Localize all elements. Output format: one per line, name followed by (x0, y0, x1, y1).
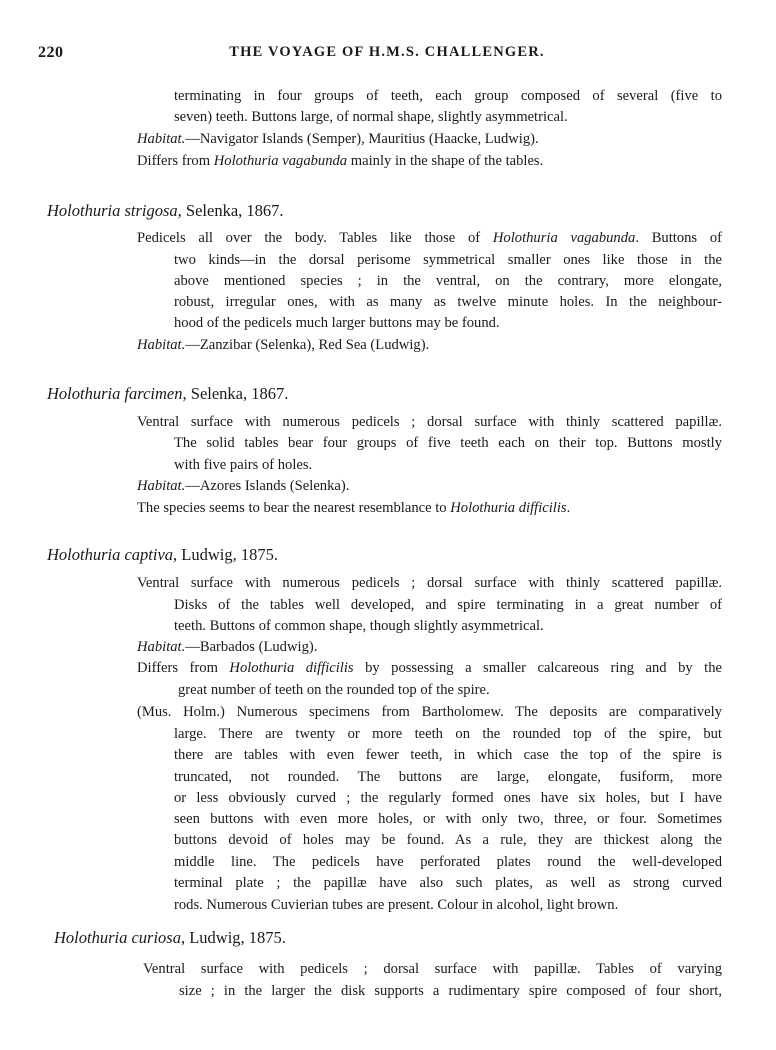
captiva-habitat: Habitat.—Barbados (Ludwig). (137, 639, 318, 655)
strigosa-line-2: two kinds—in the dorsal perisome symmetrical smaller ones like those in the (174, 252, 722, 268)
farcimen-line-1: Ventral surface with numerous pedicels ; dorsal surface with thinly scattered papillæ. (137, 414, 722, 430)
intro-line-2: seven) teeth. Buttons large, of normal shape, slightly asymmetrical. (174, 109, 568, 125)
species-heading-strigosa: Holothuria strigosa, Selenka, 1867. (47, 201, 284, 220)
captiva-museum-10: rods. Numerous Cuvierian tubes are present. Colour in alcohol, light brown. (174, 897, 619, 913)
strigosa-habitat: Habitat.—Zanzibar (Selenka), Red Sea (Ludwig). (137, 337, 430, 353)
captiva-museum-5: or less obviously curved ; the regularly formed ones have six holes, but I have (174, 790, 722, 806)
captiva-line-1: Ventral surface with numerous pedicels ; dorsal surface with thinly scattered papillæ. (137, 575, 722, 591)
intro-differs: Differs from Holothuria vagabunda mainly in the shape of the tables. (137, 153, 544, 169)
captiva-museum-7: buttons devoid of holes may be found. As a rule, they are thickest along the (174, 832, 722, 848)
captiva-museum-2: large. There are twenty or more teeth on the rounded top of the spire, but (174, 726, 722, 742)
farcimen-line-2: The solid tables bear four groups of five teeth each on their top. Buttons mostly (174, 435, 722, 451)
captiva-line-3: teeth. Buttons of common shape, though slightly asymmetrical. (174, 618, 544, 634)
captiva-museum-1: (Mus. Holm.) Numerous specimens from Bartholomew. The deposits are comparatively (137, 704, 722, 720)
strigosa-line-1: Pedicels all over the body. Tables like those of Holothuria vagabunda. Buttons of (137, 230, 722, 246)
curiosa-line-1: Ventral surface with pedicels ; dorsal surface with papillæ. Tables of varying (143, 961, 722, 977)
captiva-differs-1: Differs from Holothuria difficilis by possessing a smaller calcareous ring and by the (137, 660, 722, 676)
habitat-label: Habitat. (137, 131, 186, 147)
species-heading-farcimen: Holothuria farcimen, Selenka, 1867. (47, 384, 289, 403)
strigosa-line-5: hood of the pedicels much larger buttons may be found. (174, 315, 500, 331)
species-name: Holothuria vagabunda (213, 153, 348, 169)
species-heading-curiosa: Holothuria curiosa, Ludwig, 1875. (54, 928, 286, 947)
farcimen-line-4: The species seems to bear the nearest resemblance to Holothuria difficilis. (137, 500, 571, 516)
curiosa-line-2: size ; in the larger the disk supports a rudimentary spire composed of four short, (179, 983, 722, 999)
captiva-museum-6: seen buttons with even more holes, or with only two, three, or four. Sometimes (174, 811, 722, 827)
strigosa-line-3: above mentioned species ; in the ventral, on the contrary, more elongate, (174, 273, 722, 289)
running-title: THE VOYAGE OF H.M.S. CHALLENGER. (229, 44, 545, 60)
captiva-museum-8: middle line. The pedicels have perforated plates round the well-developed (174, 854, 722, 870)
intro-line-1: terminating in four groups of teeth, each group composed of several (five to (174, 88, 722, 104)
farcimen-line-3: with five pairs of holes. (174, 457, 313, 473)
page-header (38, 44, 736, 66)
captiva-museum-4: truncated, not rounded. The buttons are large, elongate, fusiform, more (174, 769, 722, 785)
species-heading-captiva: Holothuria captiva, Ludwig, 1875. (47, 545, 278, 564)
intro-habitat: Habitat.—Navigator Islands (Semper), Mauritius (Haacke, Ludwig). (137, 131, 539, 147)
captiva-museum-3: there are tables with even fewer teeth, in which case the top of the spire is (174, 747, 722, 763)
captiva-museum-9: terminal plate ; the papillæ have also such plates, as well as strong curved (174, 875, 722, 891)
farcimen-habitat: Habitat.—Azores Islands (Selenka). (137, 478, 350, 494)
captiva-differs-2: great number of teeth on the rounded top of the spire. (178, 682, 490, 698)
captiva-line-2: Disks of the tables well developed, and spire terminating in a great number of (174, 597, 722, 613)
page-number: 220 (38, 44, 64, 61)
strigosa-line-4: robust, irregular ones, with as many as twelve minute holes. In the neighbour- (174, 294, 722, 310)
